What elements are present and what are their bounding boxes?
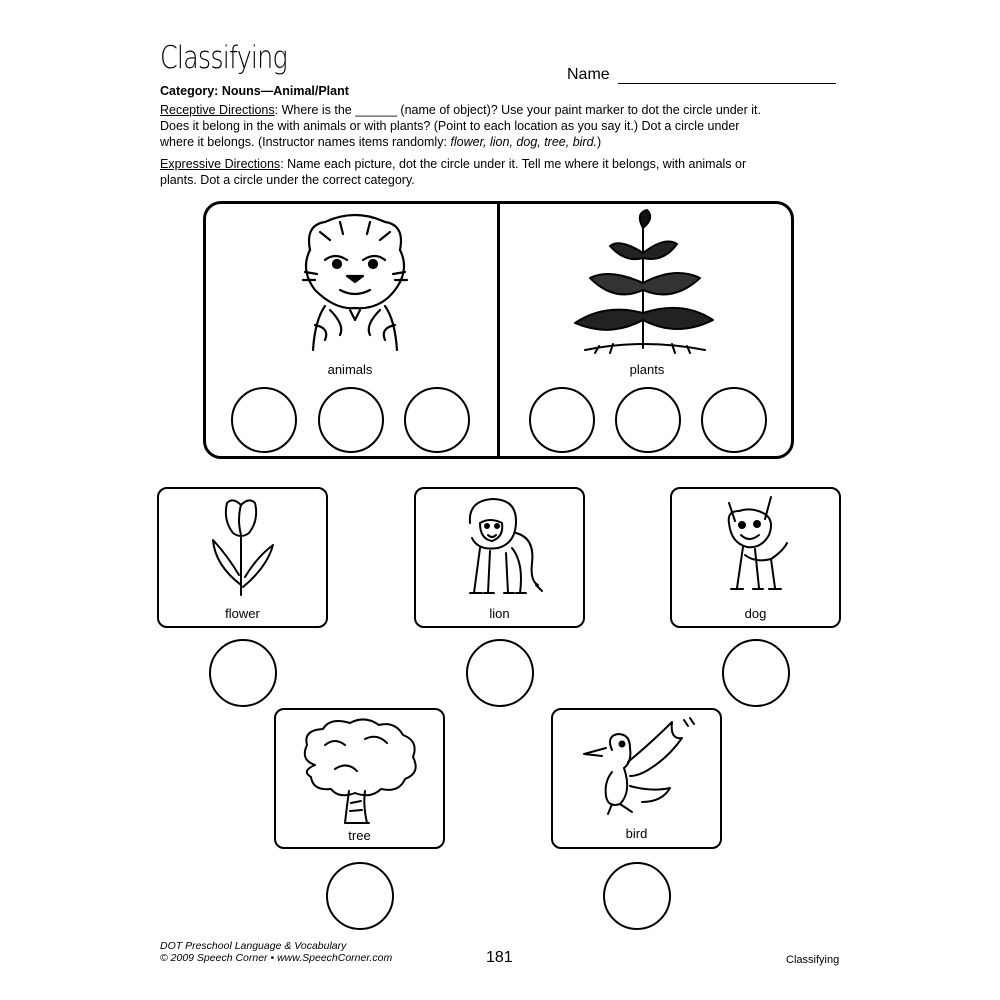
lion-icon [450, 493, 550, 603]
animals-label: animals [327, 362, 373, 377]
page-number: 181 [486, 949, 513, 966]
bird-label: bird [625, 826, 648, 841]
receptive-directions-label: Receptive Directions [160, 103, 275, 117]
flower-label: flower [225, 606, 260, 621]
category-divider [497, 202, 500, 458]
dog-dot-circle[interactable] [722, 639, 790, 707]
animals-dot-circle-1[interactable] [231, 387, 297, 453]
category-heading: Category: Nouns—Animal/Plant [160, 84, 349, 98]
page-title: Classifying [160, 40, 287, 76]
animals-dot-circle-2[interactable] [318, 387, 384, 453]
dog-label: dog [744, 606, 767, 621]
footer-book-title: DOT Preschool Language & Vocabulary [160, 940, 347, 952]
flower-icon [205, 495, 280, 600]
receptive-directions-text-2: Does it belong in the with animals or with plants? (Point to each location as you say it.) Dot a circle under [160, 119, 740, 133]
plants-dot-circle-1[interactable] [529, 387, 595, 453]
animals-dot-circle-3[interactable] [404, 387, 470, 453]
expressive-directions-label: Expressive Directions [160, 157, 281, 171]
tree-dot-circle[interactable] [326, 862, 394, 930]
name-blank-line[interactable] [618, 83, 836, 84]
dog-icon [715, 493, 795, 603]
name-label: Name [567, 66, 610, 83]
lion-dot-circle[interactable] [466, 639, 534, 707]
lion-label: lion [489, 606, 510, 621]
plants-dot-circle-2[interactable] [615, 387, 681, 453]
receptive-directions-text-3: where it belongs. (Instructor names items randomly: [160, 135, 451, 149]
tiger-icon [285, 210, 425, 360]
expressive-directions-text-2: plants. Dot a circle under the correct category. [160, 173, 415, 187]
plant-icon [565, 208, 720, 358]
receptive-directions-text-1: : Where is the ______ (name of object)? Use your paint marker to dot the circle under it. [274, 103, 761, 117]
expressive-directions [160, 156, 850, 188]
plants-label: plants [629, 362, 665, 377]
expressive-directions-text-1: : Name each picture, dot the circle under it. Tell me where it belongs, with animals or [280, 157, 747, 171]
tree-icon [295, 715, 425, 827]
tree-label: tree [348, 828, 371, 843]
receptive-directions [160, 102, 850, 150]
receptive-close: ) [597, 135, 602, 149]
bird-dot-circle[interactable] [603, 862, 671, 930]
flower-dot-circle[interactable] [209, 639, 277, 707]
bird-icon [572, 712, 697, 820]
footer-section: Classifying [786, 954, 840, 966]
receptive-items-list: flower, lion, dog, tree, bird. [450, 135, 598, 149]
plants-dot-circle-3[interactable] [701, 387, 767, 453]
footer-copyright: © 2009 Speech Corner • www.SpeechCorner.com [160, 952, 393, 964]
